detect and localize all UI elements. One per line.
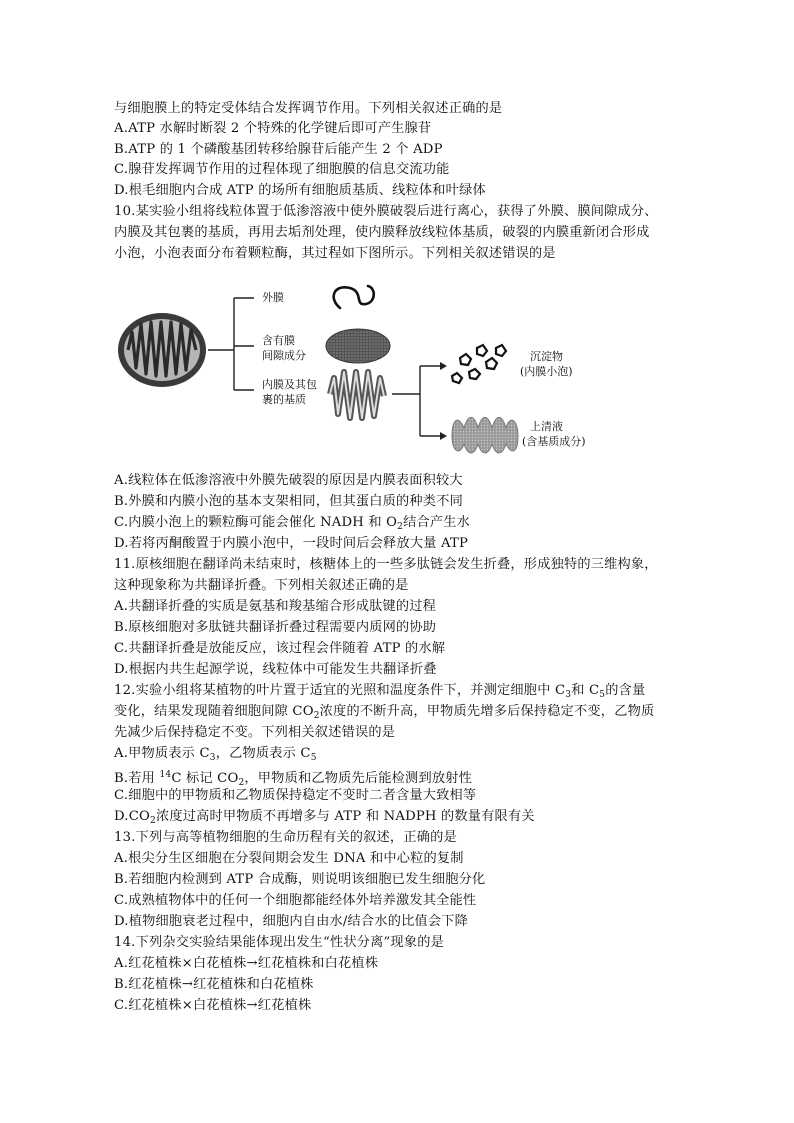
q11-option-c: C.共翻译折叠是放能反应，该过程会伴随着 ATP 的水解 (114, 641, 446, 656)
matrix-supernatant-icon (452, 418, 518, 454)
q13-option-b: B.若细胞内检测到 ATP 合成酶，则说明该细胞已发生细胞分化 (114, 872, 486, 887)
inner-membrane-vesicles-icon (452, 345, 506, 383)
label-outer-membrane: 外膜 (262, 291, 284, 304)
intermembrane-space-icon (326, 329, 390, 363)
q13-option-a: A.根尖分生区细胞在分裂间期会发生 DNA 和中心粒的复制 (114, 851, 464, 866)
label-intermembrane-1: 含有膜 (262, 334, 295, 347)
q10-option-c: C.内膜小泡上的颗粒酶可能会催化 NADH 和 $O_2$结合产生水 (114, 515, 471, 532)
q10-option-d: D.若将丙酮酸置于内膜小泡中，一段时间后会释放大量 ATP (114, 536, 469, 551)
label-intermembrane-2: 间隙成分 (262, 349, 306, 362)
q12-stem-line1: 12.实验小组将某植物的叶片置于适宜的光照和温度条件下，并测定细胞中 $C_3$和 $C_5$的含量 (114, 683, 646, 700)
q9-option-b: B.ATP 的 1 个磷酸基团转移给腺苷后能产生 2 个 ADP (114, 142, 443, 157)
intact-mitochondrion-icon (118, 313, 206, 387)
q14-stem: 14.下列杂交实验结果能体现出发生“性状分离”现象的是 (114, 935, 444, 950)
label-precipitate-2: (内膜小泡) (520, 365, 573, 378)
q12-option-a: A.甲物质表示 $C_3$，乙物质表示 $C_5$ (114, 746, 317, 763)
q11-option-a: A.共翻译折叠的实质是氨基和羧基缩合形成肽键的过程 (114, 599, 437, 614)
q11-stem-line1: 11.原核细胞在翻译尚未结束时，核糖体上的一些多肽链会发生折叠，形成独特的三维构象， (114, 557, 658, 572)
inner-membrane-matrix-icon (330, 372, 384, 418)
q12-option-d: $D.CO_2$浓度过高时甲物质不再增多与 ATP 和 NADPH 的数量有限有关 (114, 809, 535, 826)
q11-option-b: B.原核细胞对多肽链共翻译折叠过程需要内质网的协助 (114, 620, 437, 635)
q13-option-d: D.植物细胞衰老过程中，细胞内自由水/结合水的比值会下降 (114, 914, 469, 929)
branch-lines (208, 298, 254, 390)
label-supernatant-1: 上清液 (530, 420, 563, 433)
q9-option-d: D.根毛细胞内合成 ATP 的场所有细胞质基质、线粒体和叶绿体 (114, 183, 486, 198)
q14-option-c: C.红花植株×白花植株→红花植株 (114, 998, 312, 1013)
label-precipitate-1: 沉淀物 (530, 350, 563, 363)
q10-option-a: A.线粒体在低渗溶液中外膜先破裂的原因是内膜表面积较大 (114, 473, 463, 488)
q11-stem-line2: 这种现象称为共翻译折叠。下列相关叙述正确的是 (114, 578, 409, 593)
mitochondria-fractionation-figure (114, 268, 594, 468)
q12-stem-line2: 变化，结果发现随着细胞间隙 $CO_2$浓度的不断升高，甲物质先增多后保持稳定不变，乙物质 (114, 704, 655, 721)
q11-option-d: D.根据内共生起源学说，线粒体中可能发生共翻译折叠 (114, 662, 437, 677)
q10-option-b: B.外膜和内膜小泡的基本支架相同，但其蛋白质的种类不同 (114, 494, 463, 509)
label-inner-1: 内膜及其包 (262, 378, 317, 391)
q14-option-b: B.红花植株→红花植株和白花植株 (114, 977, 314, 992)
q12-option-b: B.若用 $^{14}$C 标记 $CO_2$，甲物质和乙物质先后能检测到放射性 (114, 770, 472, 788)
q9-option-c: C.腺苷发挥调节作用的过程体现了细胞膜的信息交流功能 (114, 162, 450, 177)
branch-lines-2 (392, 362, 447, 440)
q9-stem: 与细胞膜上的特定受体结合发挥调节作用。下列相关叙述正确的是 (114, 101, 503, 116)
outer-membrane-icon (334, 286, 374, 308)
label-inner-2: 裹的基质 (262, 393, 306, 406)
q9-option-a: A.ATP 水解时断裂 2 个特殊的化学键后即可产生腺苷 (114, 121, 432, 136)
q10-stem-line2: 内膜及其包裹的基质，再用去垢剂处理，使内膜释放线粒体基质，破裂的内膜重新闭合形成 (114, 225, 650, 240)
label-supernatant-2: (含基质成分) (522, 435, 586, 448)
q13-option-c: C.成熟植物体中的任何一个细胞都能经体外培养激发其全能性 (114, 893, 477, 908)
q13-stem: 13.下列与高等植物细胞的生命历程有关的叙述，正确的是 (114, 830, 457, 845)
q14-option-a: A.红花植株×白花植株→红花植株和白花植株 (114, 956, 379, 971)
q10-stem-line3: 小泡，小泡表面分布着颗粒酶，其过程如下图所示。下列相关叙述错误的是 (114, 246, 556, 261)
q10-stem-line1: 10.某实验小组将线粒体置于低渗溶液中使外膜破裂后进行离心，获得了外膜、膜间隙成分、 (114, 204, 658, 219)
q12-option-c: C.细胞中的甲物质和乙物质保持稳定不变时二者含量大致相等 (114, 788, 477, 803)
q12-stem-line3: 先减少后保持稳定不变。下列相关叙述错误的是 (114, 725, 396, 740)
